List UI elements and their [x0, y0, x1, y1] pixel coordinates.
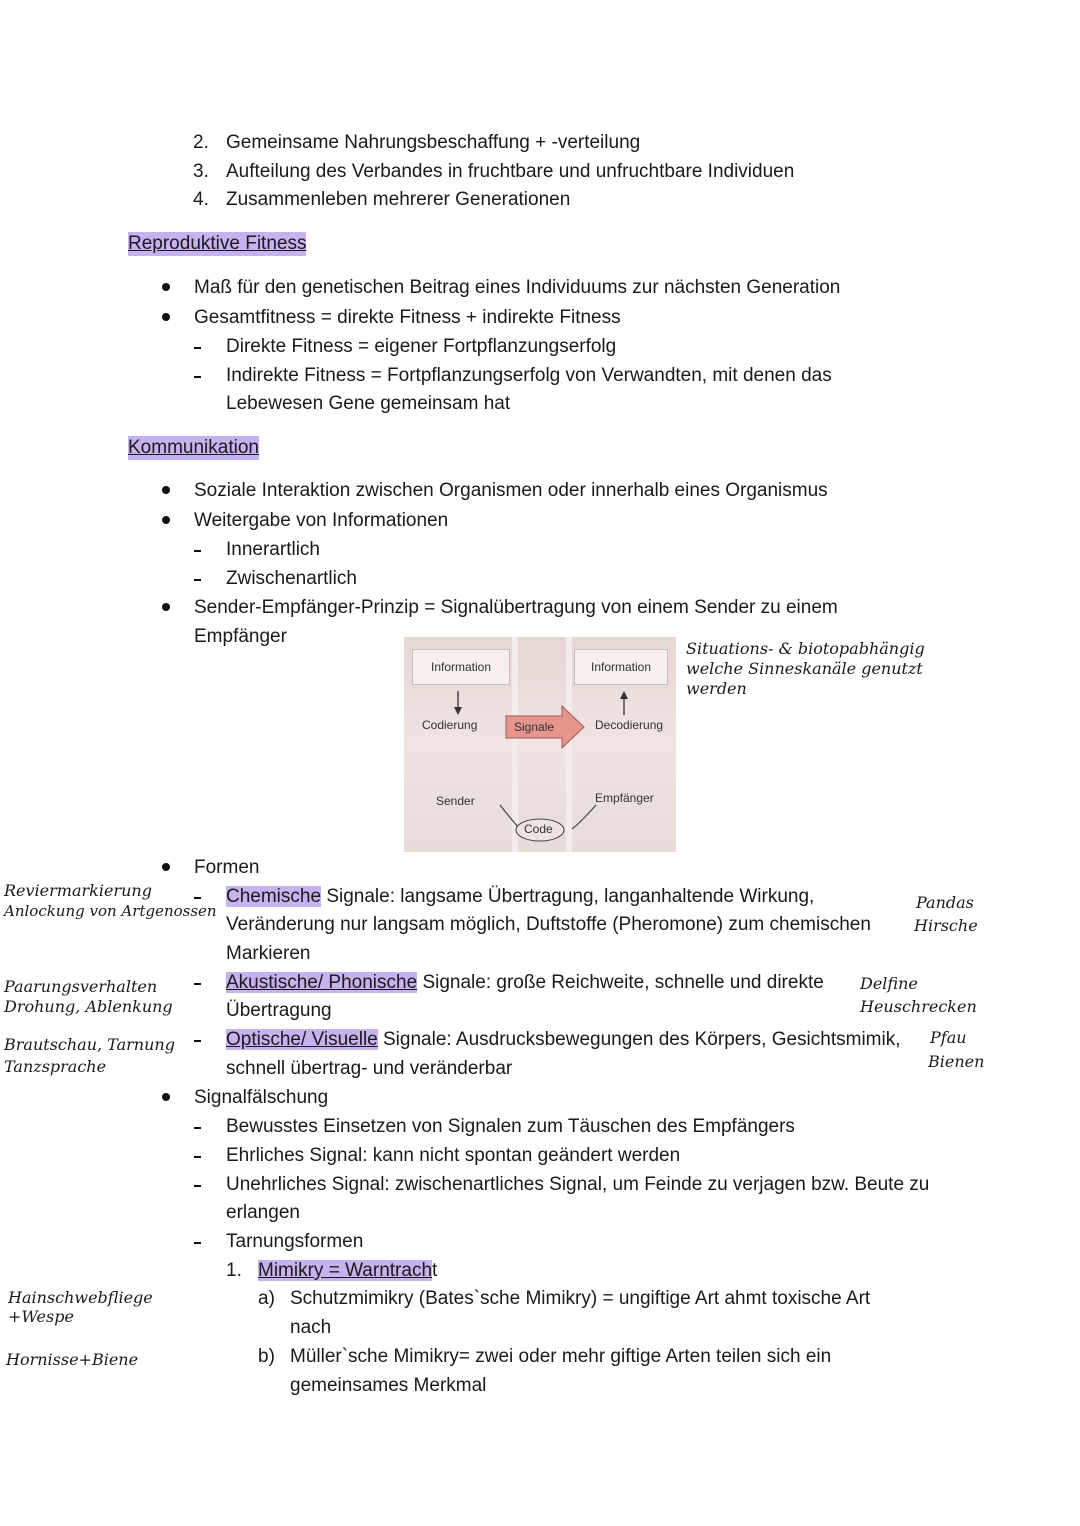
akust-text: Signale: große Reichweite, schnelle und direkte	[417, 972, 824, 993]
mimikry-heading	[258, 1259, 437, 1283]
formen-optisch-line-2: schnell übertrag- und veränderbar	[226, 1058, 513, 1079]
margin-left-opt-2: Tanzsprache	[4, 1057, 107, 1076]
formen-akustisch-line-1	[226, 971, 824, 995]
dash	[194, 347, 201, 349]
opt-text: Signale: Ausdrucksbewegungen des Körpers, Gesichtsmimik,	[377, 1029, 901, 1050]
diagram-arrows	[404, 637, 676, 852]
info-box-left: Information	[412, 649, 510, 685]
bullet	[162, 603, 170, 611]
arrow-up-head	[620, 691, 628, 699]
mimikry-tail: t	[432, 1260, 438, 1281]
margin-left-opt-1: Brautschau, Tarnung	[4, 1035, 175, 1054]
komm-bullet-3: Sender-Empfänger-Prinzip = Signalübertragung von einem Sender zu einem	[194, 597, 838, 618]
dash	[194, 1127, 201, 1129]
label-sender: Sender	[436, 794, 475, 808]
fitness-dash-2-cont: Lebewesen Gene gemeinsam hat	[226, 393, 511, 414]
list-item-4: Zusammenleben mehrerer Generationen	[226, 189, 571, 210]
sender-receiver-diagram	[404, 637, 676, 852]
faelschung-dash-3-cont: erlangen	[226, 1202, 300, 1223]
dash	[194, 1185, 201, 1187]
dash	[194, 1156, 201, 1158]
fitness-dash-2: Indirekte Fitness = Fortpflanzungserfolg von Verwandten, mit denen das	[226, 365, 832, 386]
margin-left-mim-2: +Wespe	[8, 1307, 74, 1326]
dash	[194, 1040, 201, 1042]
label-signale: Signale	[514, 720, 555, 734]
handwritten-note-line-1: Situations- & biotopabhängig	[686, 639, 925, 658]
bullet	[162, 313, 170, 321]
arrow-down-head	[454, 707, 462, 715]
margin-left-mim-3: Hornisse+Biene	[6, 1350, 139, 1369]
handwritten-note-line-3: werden	[686, 679, 747, 698]
margin-right-opt-2: Bienen	[928, 1052, 985, 1071]
formen-chemisch-line-1	[226, 885, 814, 909]
bullet	[162, 516, 170, 524]
highlight-mimikry: Mimikry = Warntrach	[258, 1260, 433, 1281]
mimikry-b-line-2: gemeinsames Merkmal	[290, 1375, 487, 1396]
margin-left-akust-2: Drohung, Ablenkung	[4, 997, 173, 1016]
list-item-2: Gemeinsame Nahrungsbeschaffung + -verteilung	[226, 132, 641, 153]
info-box-right: Information	[574, 649, 668, 685]
mimikry-b-label: b)	[258, 1346, 275, 1367]
heading-reproduktive-fitness: Reproduktive Fitness	[128, 233, 307, 254]
mimikry-a-label: a)	[258, 1288, 275, 1309]
mimikry-a-line-2: nach	[290, 1317, 332, 1338]
bullet	[162, 1093, 170, 1101]
dash	[194, 550, 201, 552]
bullet	[162, 863, 170, 871]
formen-akustisch-line-2: Übertragung	[226, 1000, 332, 1021]
margin-right-opt-1: Pfau	[930, 1028, 967, 1047]
label-empfaenger: Empfänger	[595, 791, 654, 805]
formen-chemisch-line-2: Veränderung nur langsam möglich, Duftstoffe (Pheromone) zum chemischen	[226, 914, 871, 935]
highlight-chemische: Chemische	[226, 886, 322, 907]
margin-right-akust-1: Delfine	[860, 974, 918, 993]
faelschung-label: Signalfälschung	[194, 1087, 329, 1108]
formen-optisch-line-1	[226, 1028, 901, 1052]
bullet	[162, 283, 170, 291]
mimikry-a-line-1: Schutzmimikry (Bates`sche Mimikry) = ungiftige Art ahmt toxische Art	[290, 1288, 871, 1309]
margin-left-mim-1: Hainschwebfliege	[8, 1288, 153, 1307]
fitness-bullet-2: Gesamtfitness = direkte Fitness + indirekte Fitness	[194, 307, 621, 328]
highlight-akustische: Akustische/ Phonische	[226, 972, 418, 993]
label-code: Code	[524, 822, 553, 836]
fitness-bullet-1: Maß für den genetischen Beitrag eines Individuums zur nächsten Generation	[194, 277, 841, 298]
formen-label: Formen	[194, 857, 260, 878]
dash	[194, 897, 201, 899]
margin-left-chem-1: Reviermarkierung	[4, 881, 152, 900]
komm-bullet-1: Soziale Interaktion zwischen Organismen oder innerhalb eines Organismus	[194, 480, 828, 501]
mimikry-b-line-1: Müller`sche Mimikry= zwei oder mehr giftige Arten teilen sich ein	[290, 1346, 832, 1367]
faelschung-dash-2: Ehrliches Signal: kann nicht spontan geändert werden	[226, 1145, 681, 1166]
margin-left-chem-2: Anlockung von Artgenossen	[4, 902, 217, 920]
margin-left-akust-1: Paarungsverhalten	[4, 977, 158, 996]
list-num-4: 4.	[193, 189, 209, 210]
faelschung-dash-4: Tarnungsformen	[226, 1231, 364, 1252]
bullet	[162, 486, 170, 494]
fitness-dash-1: Direkte Fitness = eigener Fortpflanzungserfolg	[226, 336, 617, 357]
faelschung-dash-3: Unehrliches Signal: zwischenartliches Signal, um Feinde zu verjagen bzw. Beute zu	[226, 1174, 930, 1195]
mimikry-num: 1.	[226, 1260, 242, 1281]
list-item-3: Aufteilung des Verbandes in fruchtbare und unfruchtbare Individuen	[226, 161, 795, 182]
komm-dash-1: Innerartlich	[226, 539, 320, 560]
faelschung-dash-1: Bewusstes Einsetzen von Signalen zum Täuschen des Empfängers	[226, 1116, 795, 1137]
komm-bullet-3-cont: Empfänger	[194, 626, 287, 647]
komm-bullet-2: Weitergabe von Informationen	[194, 510, 449, 531]
dash	[194, 579, 201, 581]
label-codierung: Codierung	[422, 718, 478, 732]
list-num-2: 2.	[193, 132, 209, 153]
heading-kommunikation: Kommunikation	[128, 437, 259, 458]
dash	[194, 983, 201, 985]
label-decodierung: Decodierung	[595, 718, 664, 732]
list-num-3: 3.	[193, 161, 209, 182]
margin-right-chem-1: Pandas	[916, 893, 974, 912]
highlight-optische: Optische/ Visuelle	[226, 1029, 378, 1050]
margin-right-chem-2: Hirsche	[914, 916, 978, 935]
chem-text: Signale: langsame Übertragung, langanhaltende Wirkung,	[321, 886, 815, 907]
margin-right-akust-2: Heuschrecken	[860, 997, 977, 1016]
handwritten-note-line-2: welche Sinneskanäle genutzt	[686, 659, 923, 678]
dash	[194, 376, 201, 378]
komm-dash-2: Zwischenartlich	[226, 568, 357, 589]
formen-chemisch-line-3: Markieren	[226, 943, 311, 964]
dash	[194, 1242, 201, 1244]
